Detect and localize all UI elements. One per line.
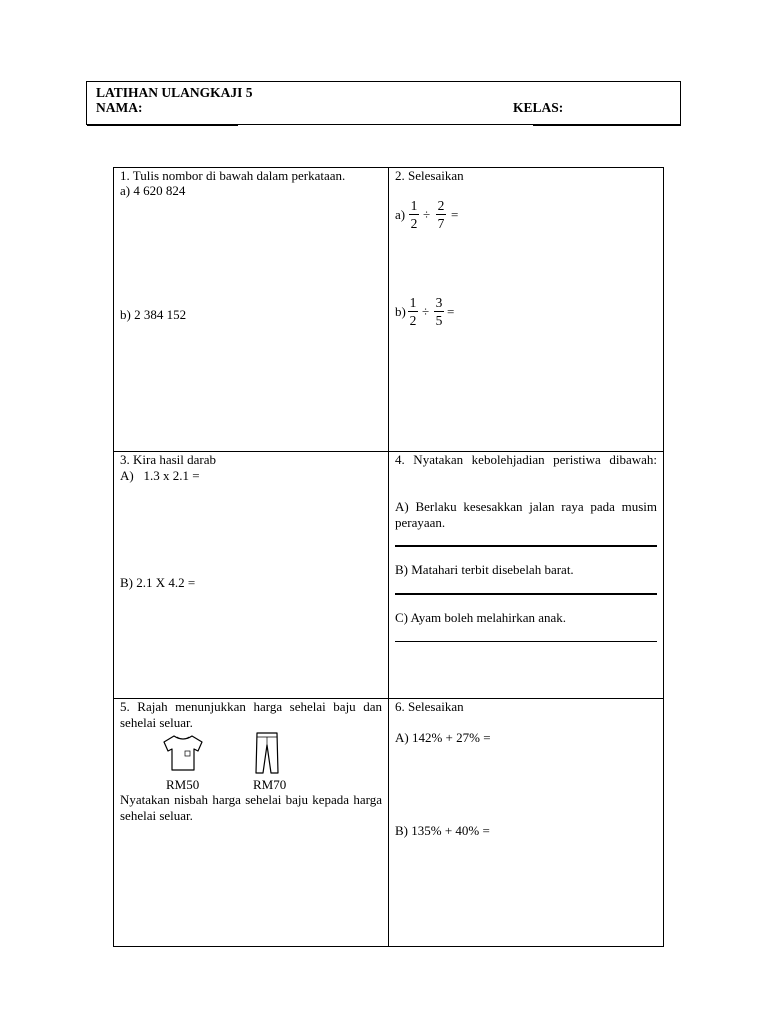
grid-vertical-divider — [388, 168, 389, 946]
question-grid — [113, 167, 664, 947]
fraction-bar — [434, 311, 444, 312]
q6-part-a: A) 142% + 27% = — [395, 730, 491, 745]
q4-part-a: A) Berlaku kesesakkan jalan raya pada musim perayaan. — [395, 499, 657, 530]
name-underline — [87, 125, 238, 126]
trousers-icon — [254, 731, 280, 775]
t-shirt-icon — [160, 733, 206, 773]
denominator: 5 — [435, 313, 443, 328]
q3-part-a: A) 1.3 x 2.1 = — [120, 468, 200, 483]
shirt-price: RM50 — [166, 777, 200, 792]
numerator: 2 — [437, 198, 445, 213]
numerator: 3 — [435, 295, 443, 310]
header-box — [86, 81, 681, 125]
fraction-bar — [409, 214, 419, 215]
class-label: KELAS: — [513, 100, 564, 115]
q2-b-divide-sign: ÷ — [422, 304, 430, 319]
q5-question: Nyatakan nisbah harga sehelai baju kepada harga sehelai seluar. — [120, 792, 382, 823]
q1-part-a: a) 4 620 824 — [120, 183, 186, 198]
q2-a-divide-sign: ÷ — [423, 207, 431, 222]
q1-prompt: 1. Tulis nombor di bawah dalam perkataan. — [120, 168, 346, 183]
q6-part-b: B) 135% + 40% = — [395, 823, 490, 838]
q4-b-answer-line — [395, 593, 657, 595]
q4-part-c: C) Ayam boleh melahirkan anak. — [395, 610, 567, 625]
q6-prompt: 6. Selesaikan — [395, 699, 464, 714]
denominator: 2 — [409, 313, 417, 328]
q4-a-answer-line — [395, 545, 657, 547]
q2-a-label: a) — [395, 207, 406, 222]
fraction-bar — [436, 214, 446, 215]
numerator: 1 — [410, 198, 418, 213]
q1-part-b: b) 2 384 152 — [120, 307, 187, 322]
denominator: 7 — [437, 216, 445, 231]
numerator: 1 — [409, 295, 417, 310]
q2-a-fraction-1 — [409, 198, 419, 231]
q4-prompt-line1 — [395, 452, 657, 468]
q4-c-answer-line — [395, 641, 657, 642]
fraction-bar — [408, 311, 418, 312]
q5-prompt: 5. Rajah menunjukkan harga sehelai baju dan sehelai seluar. — [120, 699, 382, 730]
worksheet-title: LATIHAN ULANGKAJI 5 — [96, 85, 253, 100]
q2-prompt: 2. Selesaikan — [395, 168, 464, 183]
class-underline — [533, 125, 681, 126]
q2-b-fraction-2 — [434, 295, 444, 328]
q3-prompt: 3. Kira hasil darab — [120, 452, 217, 467]
q4-part-b: B) Matahari terbit disebelah barat. — [395, 562, 574, 577]
q2-b-equals: = — [447, 304, 455, 319]
q2-a-fraction-2 — [436, 198, 446, 231]
q4-prompt: 4. Nyatakan kebolehjadian peristiwa dibawah: — [395, 452, 657, 467]
q3-part-b: B) 2.1 X 4.2 = — [120, 575, 196, 590]
denominator: 2 — [410, 216, 418, 231]
pants-price: RM70 — [253, 777, 287, 792]
q2-b-fraction-1 — [408, 295, 418, 328]
q2-a-equals: = — [451, 207, 459, 222]
name-label: NAMA: — [96, 100, 143, 115]
q2-b-label: b) — [395, 304, 406, 319]
